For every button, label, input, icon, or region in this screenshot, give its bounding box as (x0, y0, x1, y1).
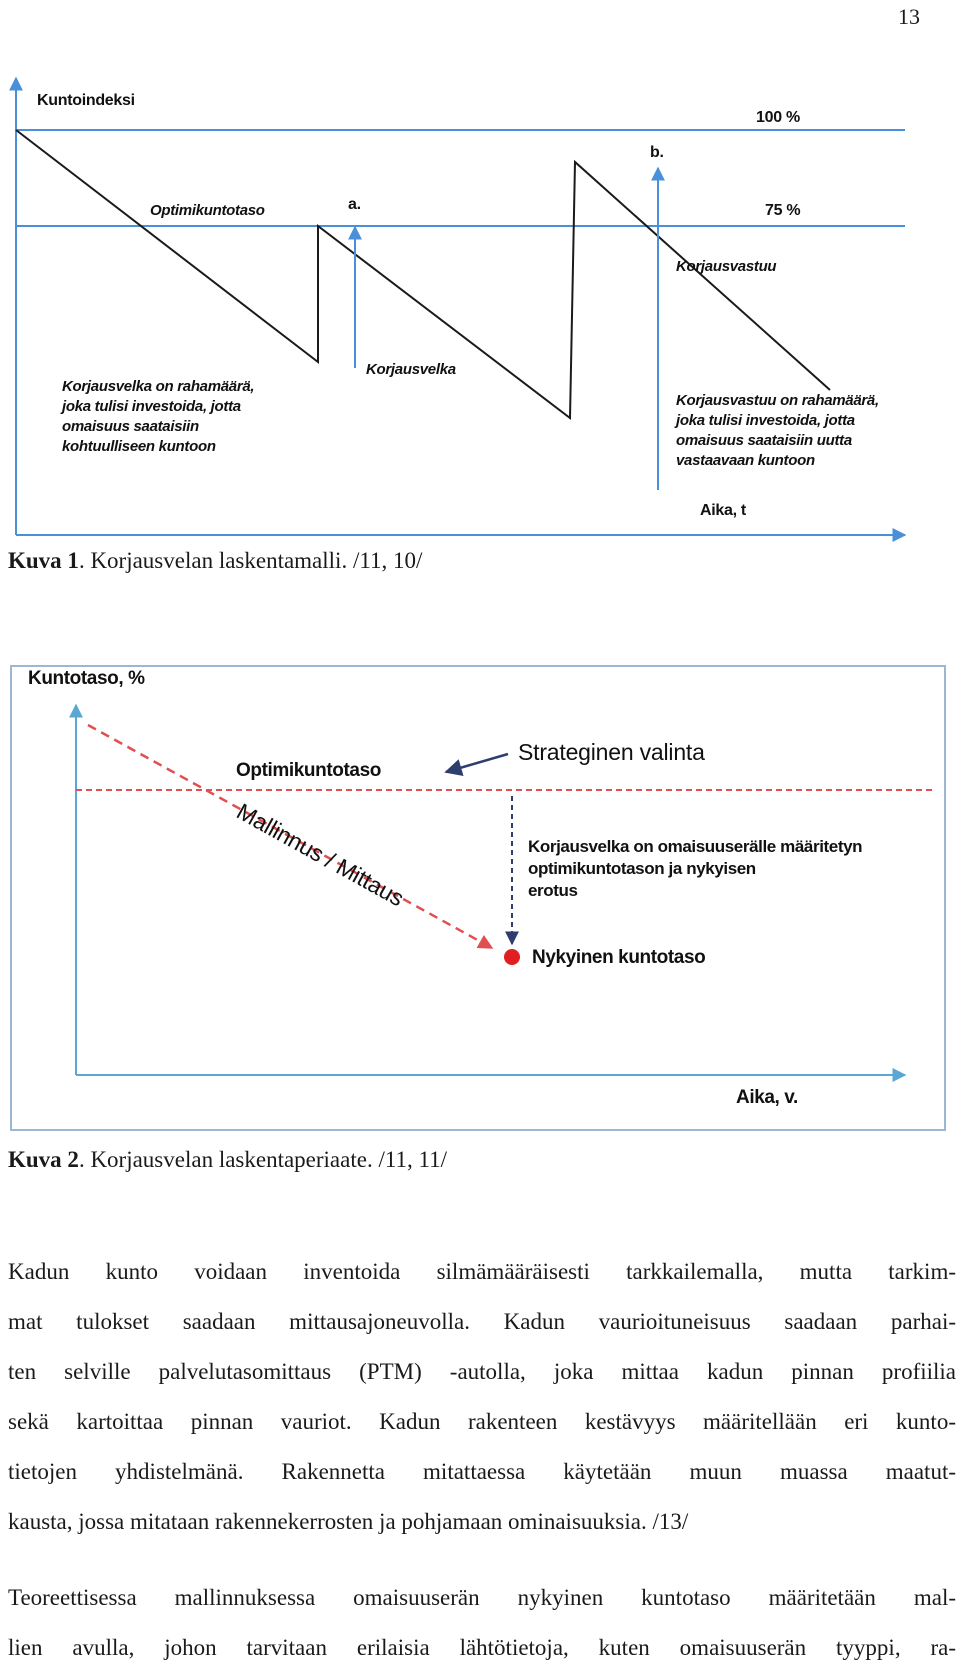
optimikuntotaso-label: Optimikuntotaso (236, 760, 381, 781)
figure-2-caption: Kuva 2. Korjausvelan laskentaperiaate. /11, 11/ (8, 1147, 448, 1172)
korjausvastuu-label: Korjausvastuu (676, 258, 777, 275)
page-number: 13 (898, 4, 920, 29)
x-axis-label: Aika, v. (736, 1087, 798, 1108)
marker-a: a. (348, 196, 361, 213)
label-75: 75 % (765, 202, 801, 219)
current-level-label: Nykyinen kuntotaso (532, 947, 706, 968)
note-right: Korjausvastuu on rahamäärä, joka tulisi investoida, jotta omaisuus saataisiin uutta vastaavaan kuntoon (676, 392, 879, 469)
optimikuntotaso-label: Optimikuntotaso (150, 202, 265, 219)
paragraph-1: Kadun kunto voidaan inventoida silmämääräisesti tarkkailemalla, mutta tarkim- mat tulokset saadaan mittausajoneuvolla. Kadun vaurioituneisuus saadaan parhai- ten selville palvelutasomittaus (PTM) -autolla, joka mittaa kadun pinnan profiilia sekä kartoittaa pinnan vauriot. Kadun rakenteen kestävyys määritellään eri kunto- tietojen yhdistelmänä. Rakennetta mitattaessa käytetään muun muassa maatut- kausta, jossa mitataan rakennekerrosten ja pohjamaan ominaisuuksia. /13/ (8, 1259, 956, 1534)
figure-1-caption: Kuva 1. Korjausvelan laskentamalli. /11, 10/ (8, 548, 423, 573)
current-level-point (504, 949, 520, 965)
strategic-choice-label: Strateginen valinta (518, 739, 705, 765)
paragraph-2: Teoreettisessa mallinnuksessa omaisuuserän nykyinen kuntotaso määritetään mal- lien avulla, johon tarvitaan erilaisia lähtötietoja, kuten omaisuuserän tyyppi, ra- (8, 1585, 956, 1660)
x-axis-label: Aika, t (700, 502, 746, 519)
marker-b: b. (650, 144, 664, 161)
difference-note: Korjausvelka on omaisuuserälle määritetyn optimikuntotason ja nykyisen erotus (528, 837, 863, 900)
label-100: 100 % (756, 109, 800, 126)
korjausvelka-label: Korjausvelka (366, 361, 456, 378)
y-axis-label: Kuntoindeksi (37, 92, 135, 109)
strategy-arrow (446, 754, 508, 772)
modelling-label: Mallinnus / Mittaus (232, 798, 409, 912)
y-axis-label: Kuntotaso, % (28, 668, 145, 689)
note-left: Korjausvelka on rahamäärä, joka tulisi investoida, jotta omaisuus saataisiin kohtuulliseen kuntoon (62, 378, 255, 455)
